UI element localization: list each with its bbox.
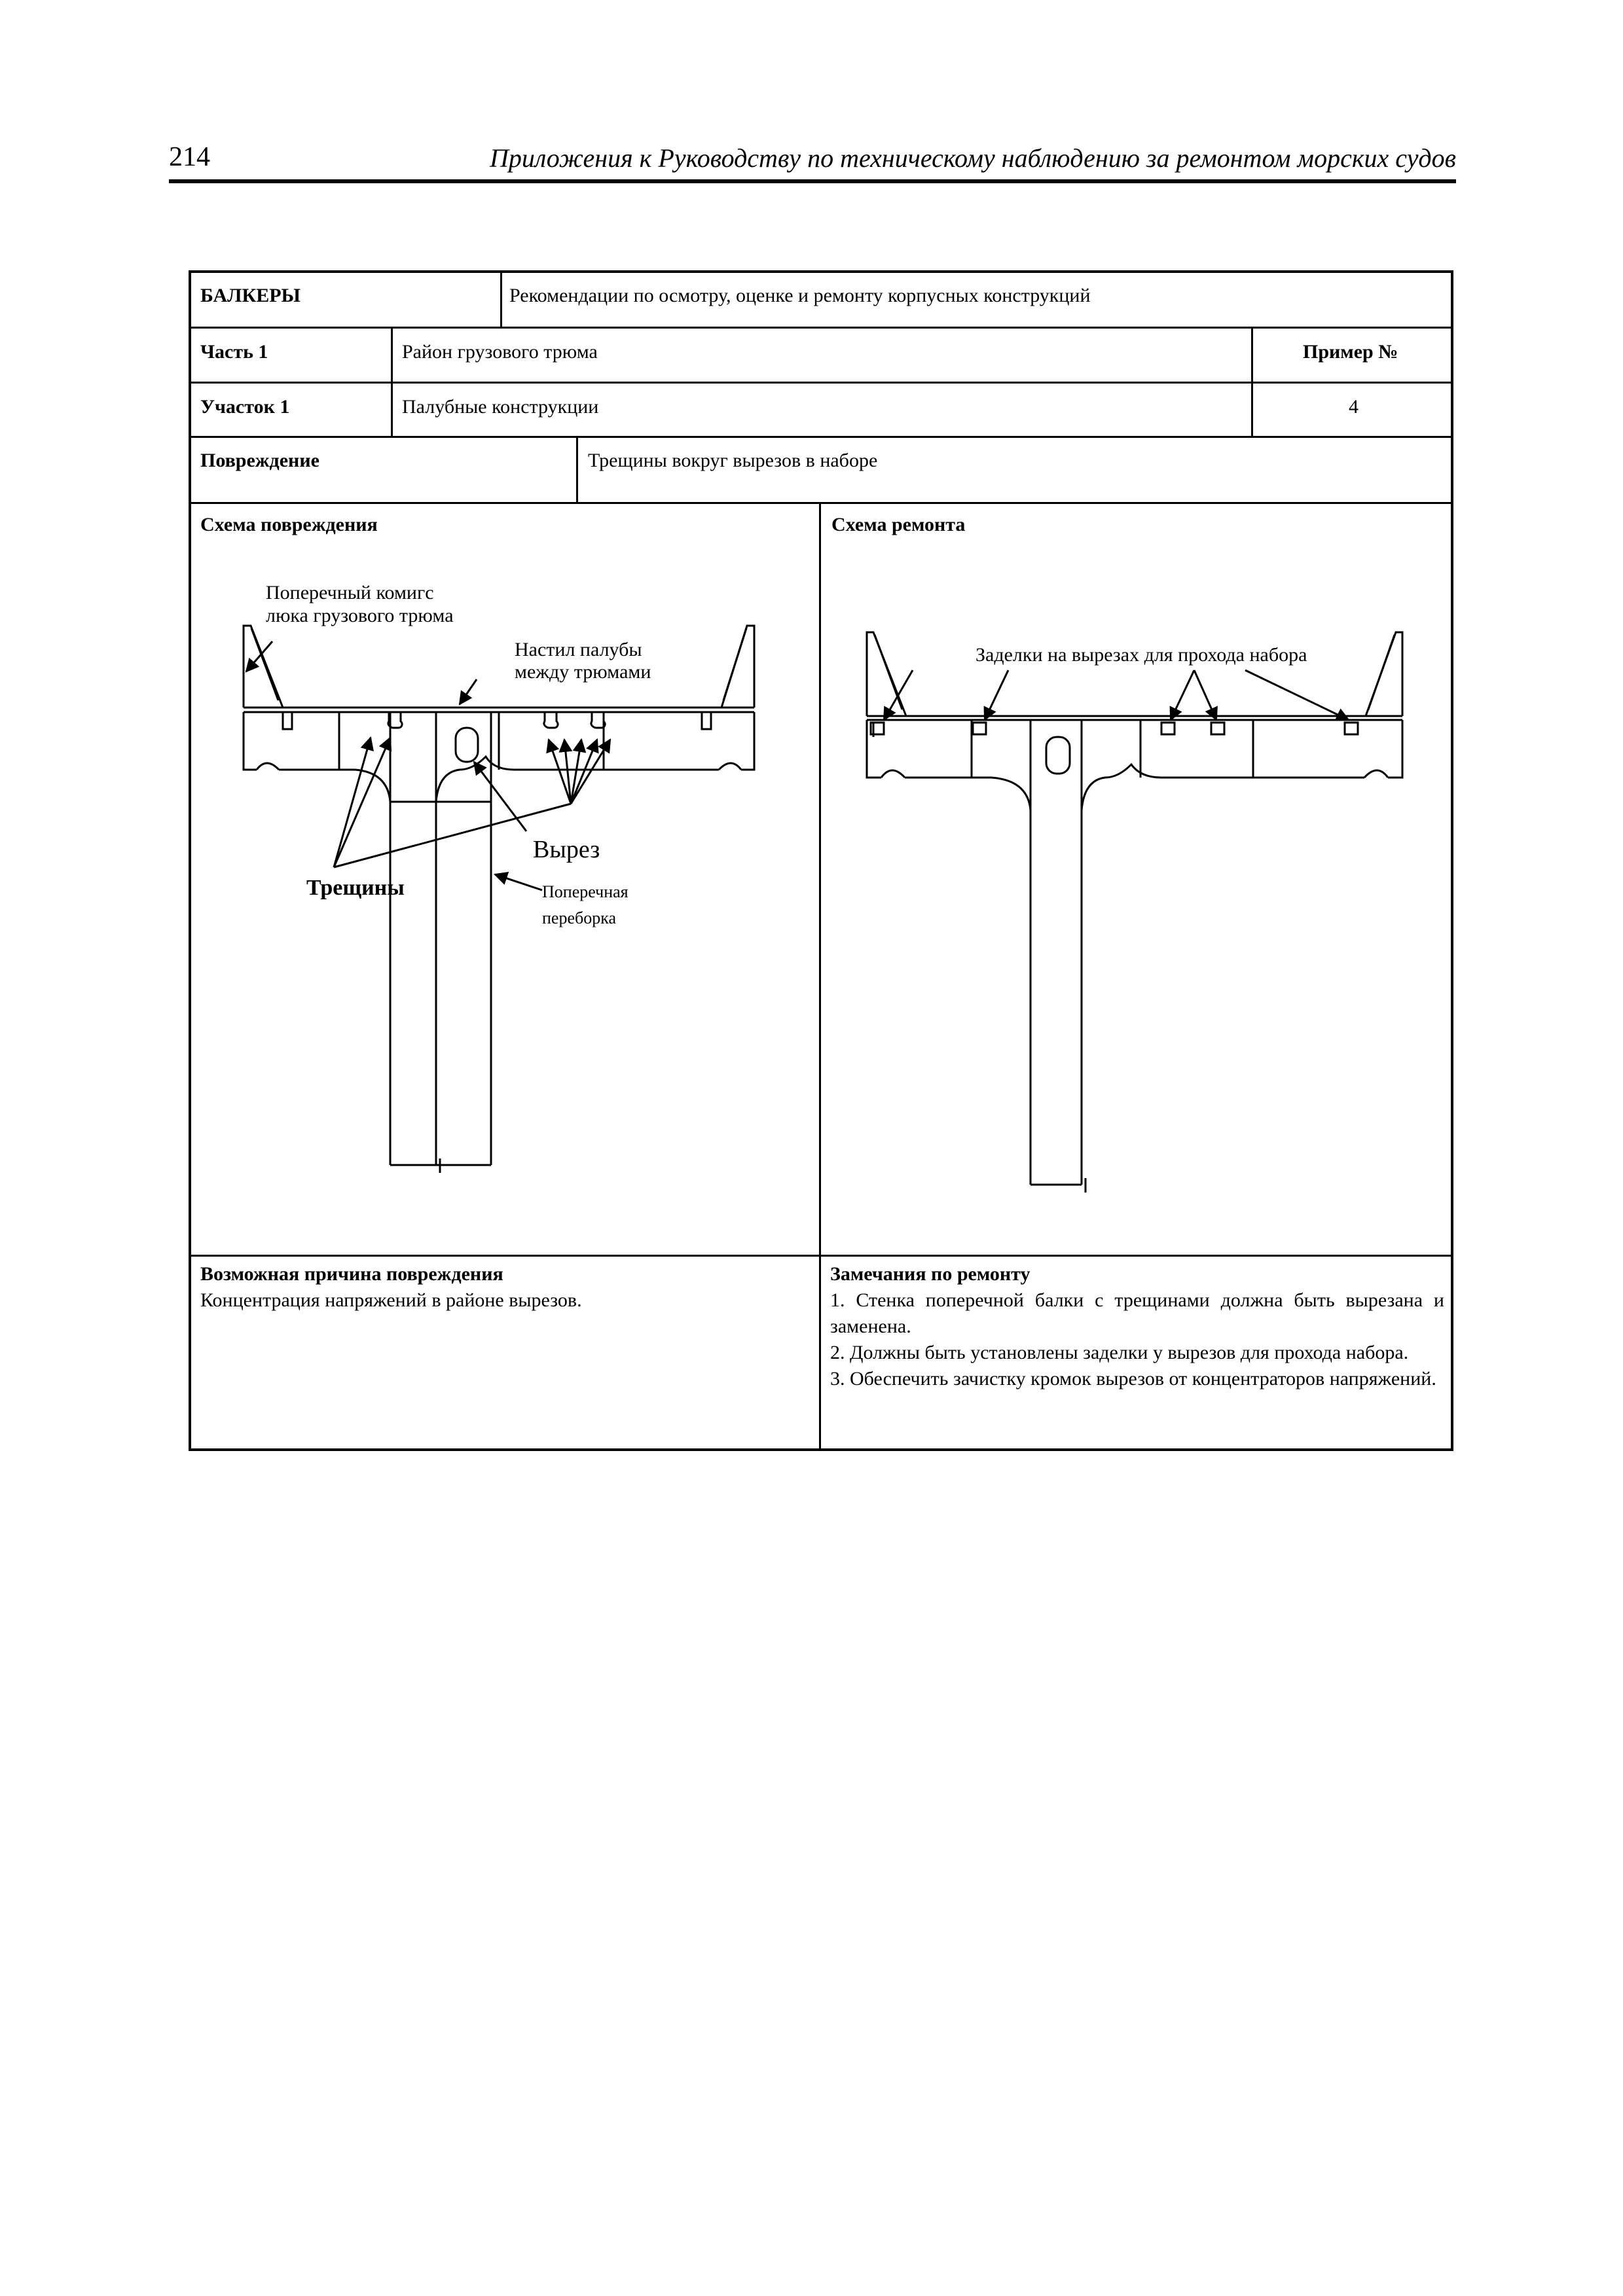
running-title: Приложения к Руководству по техническому наблюдению за ремонтом морских судов — [489, 143, 1456, 173]
coaming-label-1: Поперечный комигс — [266, 582, 434, 603]
cutout-label: Вырез — [533, 836, 600, 863]
recommendations-title: Рекомендации по осмотру, оценке и ремонту корпусных конструкций — [509, 285, 1091, 306]
ship-type: БАЛКЕРЫ — [200, 285, 301, 306]
remark-item: 2. Должны быть установлены заделки у вырезов для прохода набора. — [830, 1342, 1409, 1363]
collars-label: Заделки на вырезах для прохода набора — [976, 644, 1307, 666]
damage-diagram — [191, 504, 818, 1254]
repair-diagram — [821, 504, 1451, 1254]
repair-remarks — [830, 1261, 1444, 1392]
bulkhead-label-2: переборка — [542, 908, 617, 927]
example-number: 4 — [1349, 396, 1359, 418]
page-number: 214 — [169, 142, 210, 172]
damage-cause — [200, 1261, 803, 1314]
bulkhead-label-1: Поперечная — [542, 882, 629, 901]
cause-label: Возможная причина повреждения — [200, 1263, 503, 1285]
damage-value: Трещины вокруг вырезов в наборе — [588, 450, 878, 471]
example-label: Пример № — [1303, 341, 1398, 363]
deck-label-1: Настил палубы — [515, 639, 642, 660]
remark-item: 3. Обеспечить зачистку кромок вырезов от концентраторов напряжений. — [830, 1368, 1436, 1390]
part-label: Часть 1 — [200, 341, 268, 363]
remark-item: 1. Стенка поперечной балки с трещинами должна быть вырезана и заменена. — [830, 1289, 1444, 1337]
damage-scheme-label: Схема повреждения — [200, 514, 378, 535]
damage-label: Повреждение — [200, 450, 319, 471]
deck-label-2: между трюмами — [515, 661, 651, 683]
section-label: Участок 1 — [200, 396, 290, 418]
part-value: Район грузового трюма — [402, 341, 598, 363]
cracks-label: Трещины — [306, 876, 405, 900]
page-header — [169, 139, 1456, 183]
repair-scheme-label: Схема ремонта — [831, 514, 966, 535]
coaming-label-2: люка грузового трюма — [266, 605, 454, 626]
example-sheet — [189, 270, 1453, 1451]
remarks-label: Замечания по ремонту — [830, 1263, 1030, 1285]
cause-text: Концентрация напряжений в районе вырезов. — [200, 1289, 582, 1311]
section-value: Палубные конструкции — [402, 396, 599, 418]
